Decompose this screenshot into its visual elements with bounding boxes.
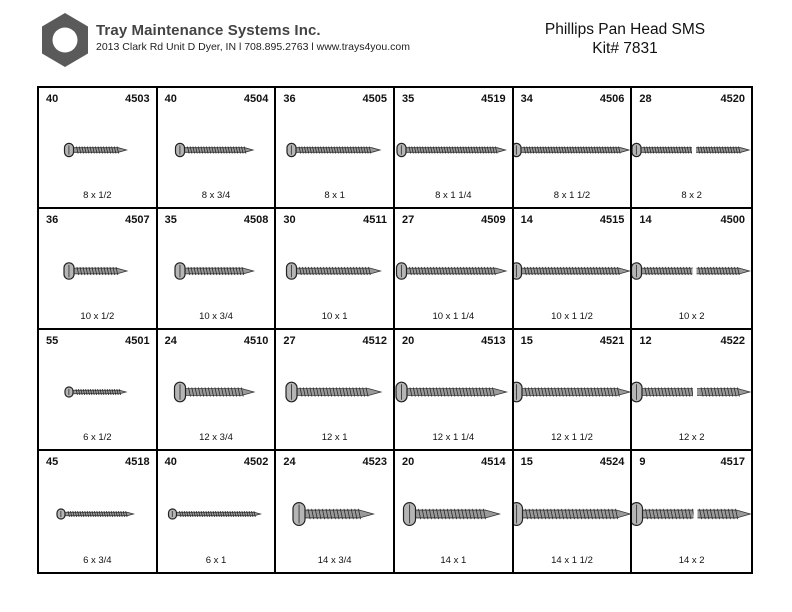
part-number: 4502 <box>243 456 269 468</box>
hex-nut-icon <box>40 12 90 68</box>
quantity-label: 15 <box>520 456 533 468</box>
screw-size-label: 8 x 1/2 <box>83 190 112 201</box>
quantity-label: 14 <box>639 214 652 226</box>
kit-cell <box>276 451 395 572</box>
screw-icon <box>285 380 385 404</box>
part-number: 4517 <box>720 456 745 468</box>
screw-icon <box>632 500 751 527</box>
screw-size-label: 10 x 1 1/4 <box>432 311 475 322</box>
screw-icon <box>174 260 258 281</box>
quantity-label: 15 <box>520 335 533 347</box>
kit-cell <box>514 209 633 330</box>
quantity-label: 40 <box>46 93 59 105</box>
kit-cell <box>158 209 277 330</box>
quantity-label: 36 <box>283 93 296 105</box>
screw-icon <box>514 500 633 527</box>
screw-size-label: 14 x 3/4 <box>317 555 352 566</box>
kit-cell <box>514 451 633 572</box>
screw-icon <box>64 141 131 159</box>
kit-cell <box>632 209 751 330</box>
quantity-label: 9 <box>639 456 646 468</box>
screw-icon <box>167 507 264 521</box>
screw-size-label: 6 x 1/2 <box>83 432 112 443</box>
kit-title: Phillips Pan Head SMS <box>544 21 706 38</box>
quantity-label: 40 <box>164 456 177 468</box>
screw-icon <box>632 141 751 159</box>
part-number: 4514 <box>481 456 506 468</box>
part-number: 4507 <box>125 214 150 226</box>
kit-grid <box>37 86 753 574</box>
kit-cell <box>632 88 751 209</box>
kit-cell <box>395 88 514 209</box>
screw-size-label: 14 x 2 <box>678 555 705 566</box>
quantity-label: 20 <box>401 335 415 347</box>
kit-cell <box>276 330 395 451</box>
part-number: 4520 <box>720 93 745 105</box>
part-number: 4504 <box>243 93 269 105</box>
part-number: 4506 <box>599 93 625 105</box>
screw-icon <box>514 260 633 281</box>
quantity-label: 30 <box>283 214 296 226</box>
kit-cell <box>39 330 158 451</box>
quantity-label: 36 <box>46 214 59 226</box>
quantity-label: 34 <box>520 93 533 105</box>
screw-size-label: 10 x 1/2 <box>80 311 115 322</box>
screw-icon <box>286 141 384 159</box>
screw-size-label: 12 x 3/4 <box>199 432 233 443</box>
quantity-label: 27 <box>401 214 415 226</box>
quantity-label: 45 <box>46 456 59 468</box>
kit-number: Kit# 7831 <box>592 40 658 57</box>
screw-size-label: 10 x 1 1/2 <box>551 311 593 322</box>
screw-size-label: 6 x 3/4 <box>83 555 112 566</box>
kit-cell <box>39 451 158 572</box>
screw-size-label: 12 x 1 1/2 <box>551 432 593 443</box>
screw-icon <box>632 380 751 404</box>
quantity-label: 14 <box>520 214 533 226</box>
screw-icon <box>632 260 751 281</box>
quantity-label: 20 <box>401 456 415 468</box>
part-number: 4518 <box>125 456 150 468</box>
part-number: 4523 <box>362 456 387 468</box>
screw-icon <box>396 141 510 159</box>
part-number: 4515 <box>599 214 625 226</box>
quantity-label: 28 <box>639 93 652 105</box>
screw-size-label: 14 x 1 1/2 <box>551 555 593 566</box>
kit-cell <box>395 330 514 451</box>
screw-icon <box>514 141 633 159</box>
part-number: 4513 <box>481 335 506 347</box>
part-number: 4521 <box>599 335 625 347</box>
quantity-label: 35 <box>401 93 415 105</box>
screw-size-label: 8 x 3/4 <box>201 190 231 201</box>
screw-size-label: 10 x 2 <box>678 311 705 322</box>
part-number: 4508 <box>243 214 269 226</box>
part-number: 4524 <box>599 456 625 468</box>
screw-icon <box>403 500 504 527</box>
kit-cell <box>514 88 633 209</box>
screw-size-label: 8 x 1 <box>324 190 345 201</box>
part-number: 4505 <box>362 93 387 105</box>
screw-size-label: 10 x 3/4 <box>199 311 233 322</box>
screw-size-label: 14 x 1 <box>440 555 467 566</box>
quantity-label: 24 <box>164 335 177 347</box>
quantity-label: 55 <box>46 335 59 347</box>
screw-icon <box>56 507 138 521</box>
quantity-label: 12 <box>639 335 652 347</box>
part-number: 4500 <box>720 214 745 226</box>
company-address: 2013 Clark Rd Unit D Dyer, IN l 708.895.2763 l www.trays4you.com <box>96 41 410 53</box>
screw-icon <box>63 260 131 281</box>
screw-size-label: 8 x 1 1/2 <box>553 190 591 201</box>
screw-size-label: 8 x 1 1/4 <box>435 190 472 201</box>
screw-icon <box>396 260 511 281</box>
screw-icon <box>173 380 258 404</box>
screw-size-label: 6 x 1 <box>205 555 227 566</box>
screw-icon <box>64 385 130 399</box>
company-name: Tray Maintenance Systems Inc. <box>96 22 321 39</box>
part-number: 4501 <box>125 335 150 347</box>
screw-icon <box>174 141 257 159</box>
screw-size-label: 12 x 2 <box>678 432 705 443</box>
kit-cell <box>39 88 158 209</box>
part-number: 4510 <box>243 335 269 347</box>
part-number: 4509 <box>481 214 506 226</box>
screw-icon <box>514 380 633 404</box>
kit-cell <box>514 330 633 451</box>
screw-icon <box>292 500 378 527</box>
kit-cell <box>158 88 277 209</box>
quantity-label: 40 <box>164 93 177 105</box>
part-number: 4519 <box>481 93 506 105</box>
quantity-label: 24 <box>283 456 296 468</box>
kit-cell <box>395 209 514 330</box>
kit-cell <box>158 330 277 451</box>
screw-size-label: 12 x 1 1/4 <box>432 432 475 443</box>
screw-size-label: 10 x 1 <box>321 311 348 322</box>
part-number: 4522 <box>720 335 745 347</box>
screw-icon <box>395 380 511 404</box>
kit-cell <box>276 88 395 209</box>
part-number: 4512 <box>362 335 387 347</box>
part-number: 4503 <box>125 93 150 105</box>
kit-cell <box>276 209 395 330</box>
kit-cell <box>632 451 751 572</box>
part-number: 4511 <box>363 214 387 226</box>
kit-cell <box>39 209 158 330</box>
screw-size-label: 8 x 2 <box>681 190 702 201</box>
kit-cell <box>158 451 277 572</box>
screw-icon <box>285 260 384 281</box>
screw-size-label: 12 x 1 <box>321 432 348 443</box>
kit-cell <box>632 330 751 451</box>
quantity-label: 35 <box>164 214 177 226</box>
quantity-label: 27 <box>283 335 296 347</box>
kit-cell <box>395 451 514 572</box>
